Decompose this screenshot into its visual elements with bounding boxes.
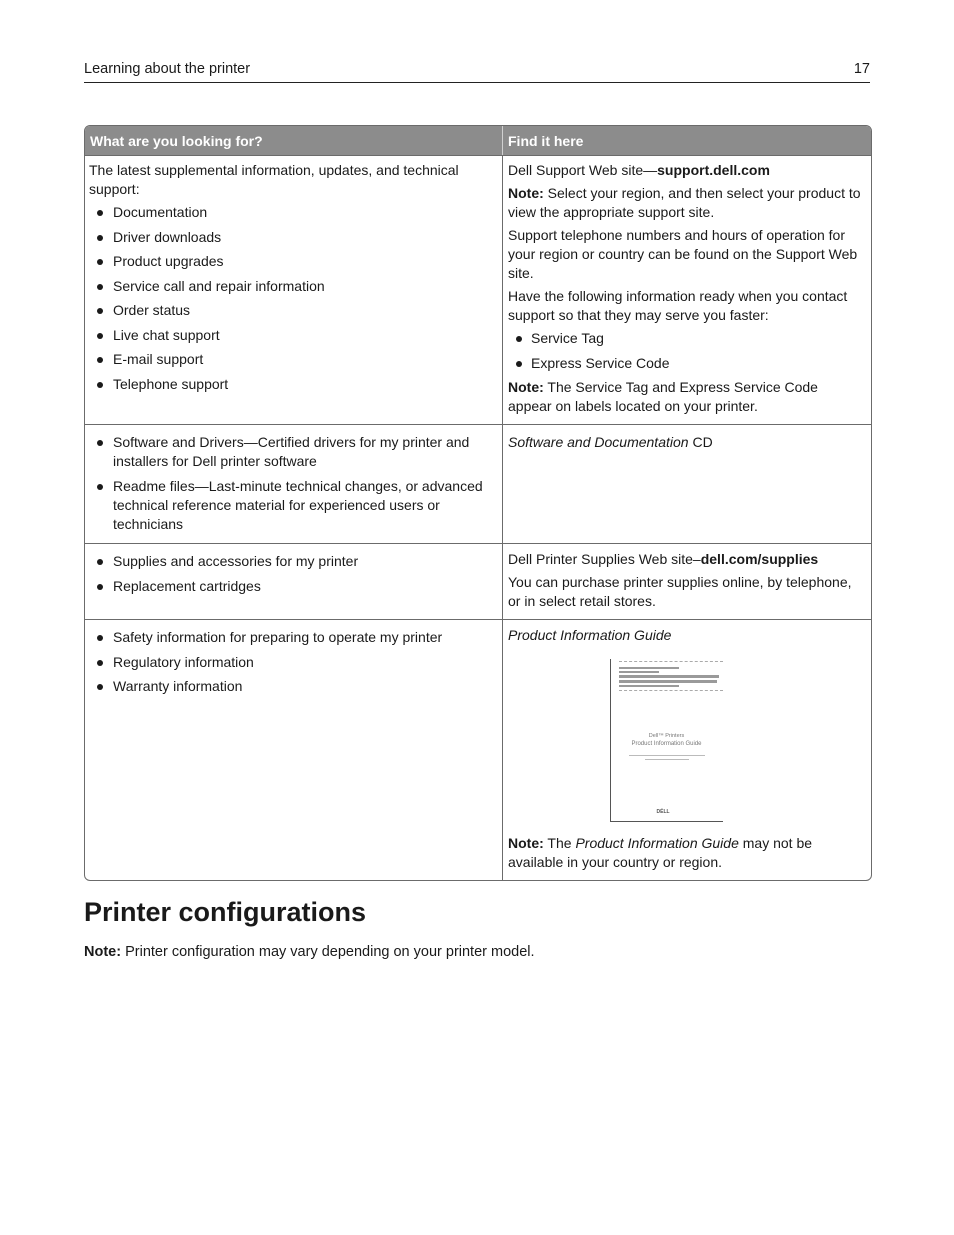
list-item: Replacement cartridges bbox=[89, 577, 498, 596]
table-cell bbox=[503, 544, 869, 619]
bullet-list bbox=[89, 552, 498, 596]
list-item: Telephone support bbox=[89, 375, 498, 394]
list-item: Order status bbox=[89, 301, 498, 320]
cd-reference: Software and Documentation CD bbox=[508, 434, 713, 450]
list-item: Live chat support bbox=[89, 326, 498, 345]
bullet-list bbox=[508, 329, 864, 373]
table-cell bbox=[85, 544, 503, 619]
table-cell bbox=[85, 156, 503, 424]
list-item: Driver downloads bbox=[89, 228, 498, 247]
table-cell bbox=[503, 425, 869, 543]
supplies-site-line: Dell Printer Supplies Web site–dell.com/supplies bbox=[508, 551, 819, 567]
support-site-line: Dell Support Web site—support.dell.com bbox=[508, 162, 770, 178]
product-information-guide-cover: Dell™ Printers Product Information Guide DÉLL bbox=[610, 659, 723, 822]
table-cell bbox=[85, 425, 503, 543]
table-row bbox=[85, 620, 871, 880]
note: Note: The Product Information Guide may not be available in your country or region. bbox=[508, 835, 813, 870]
table-cell bbox=[503, 156, 869, 424]
guide-title: Product Information Guide bbox=[508, 627, 672, 643]
list-item: Documentation bbox=[89, 203, 498, 222]
guide-image-wrapper bbox=[468, 649, 864, 834]
support-site-link[interactable]: support.dell.com bbox=[657, 162, 770, 178]
table-cell bbox=[503, 620, 869, 880]
header-title: Learning about the printer bbox=[84, 61, 251, 77]
page-header bbox=[84, 60, 870, 83]
info-table bbox=[84, 125, 872, 881]
list-item: Software and Drivers—Certified drivers for my printer and installers for Dell printer software bbox=[89, 433, 498, 471]
bullet-list bbox=[89, 433, 498, 534]
note: Note: Select your region, and then select your product to view the appropriate support site. bbox=[508, 185, 861, 220]
table-cell bbox=[85, 620, 503, 880]
list-item: Safety information for preparing to operate my printer bbox=[89, 628, 498, 647]
dell-logo: DÉLL bbox=[656, 809, 670, 815]
list-item: E-mail support bbox=[89, 350, 498, 369]
page-number: 17 bbox=[853, 61, 870, 77]
note: Note: The Service Tag and Express Service Code appear on labels located on your printer. bbox=[508, 379, 818, 414]
list-item: Regulatory information bbox=[89, 653, 498, 672]
table-header-row bbox=[85, 126, 871, 156]
list-item: Readme files—Last-minute technical changes, or advanced technical reference material for experienced users or technicians bbox=[89, 477, 498, 534]
list-item: Express Service Code bbox=[508, 354, 864, 373]
supplies-text: You can purchase printer supplies online, by telephone, or in select retail stores. bbox=[508, 574, 852, 609]
column-header-find-it: Find it here bbox=[508, 133, 584, 149]
list-item: Service Tag bbox=[508, 329, 864, 348]
table-row bbox=[85, 544, 871, 620]
list-item: Service call and repair information bbox=[89, 277, 498, 296]
table-row bbox=[85, 425, 871, 544]
column-header-looking-for: What are you looking for? bbox=[85, 126, 503, 155]
list-item: Product upgrades bbox=[89, 252, 498, 271]
section-note: Note: Printer configuration may vary depending on your printer model. bbox=[84, 944, 535, 960]
table-row bbox=[85, 156, 871, 425]
support-ready-text: Have the following information ready when you contact support so that they may serve you faster: bbox=[508, 288, 848, 323]
section-heading: Printer configurations bbox=[84, 897, 367, 927]
supplies-site-link[interactable]: dell.com/supplies bbox=[700, 551, 819, 567]
list-item: Warranty information bbox=[89, 677, 498, 696]
bullet-list bbox=[89, 203, 498, 394]
bullet-list bbox=[89, 628, 498, 696]
support-phone-text: Support telephone numbers and hours of operation for your region or country can be found on the Support Web site. bbox=[508, 227, 858, 281]
list-item: Supplies and accessories for my printer bbox=[89, 552, 498, 571]
row1-intro: The latest supplemental information, updates, and technical support: bbox=[89, 162, 459, 197]
